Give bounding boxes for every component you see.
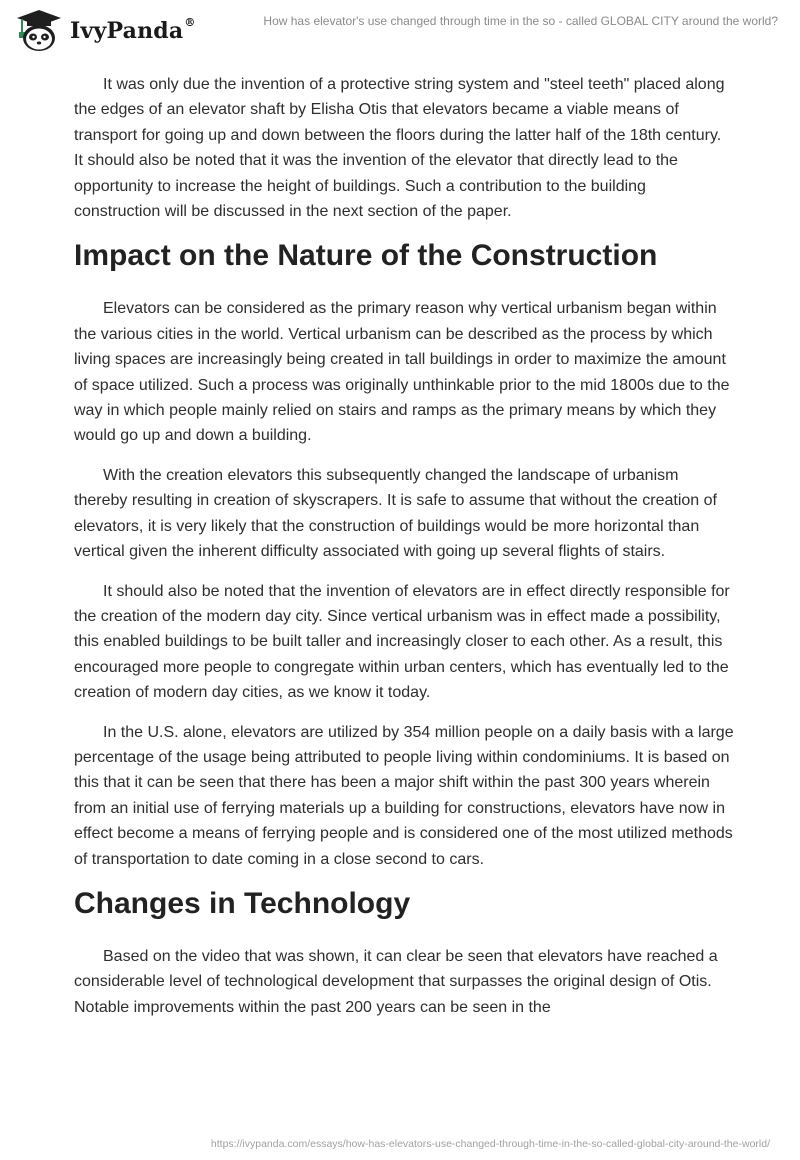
panda-graduation-cap-icon: [14, 8, 64, 52]
brand-name: IvyPanda®: [70, 16, 196, 44]
source-url[interactable]: https://ivypanda.com/essays/how-has-elevators-use-changed-through-time-in-the-so-called-global-city-around-the-world/: [210, 1138, 770, 1150]
paragraph: Based on the video that was shown, it can clear be seen that elevators have reached a considerable level of technological development that surpasses the original design of Otis. Notable improvements within the past 200 years can be seen in the: [74, 947, 718, 1016]
paragraph: In the U.S. alone, elevators are utilized by 354 million people on a daily basis with a large percentage of the usage being attributed to people living within condominiums. It is based on this that it can be seen that there has been a major shift within the past 300 years wherein from an initial use of ferrying materials up a building for constructions, elevators have now in effect become a means of ferrying people and is considered one of the most utilized methods of transportation to date coming in a close second to cars.: [74, 723, 734, 868]
section-heading: Impact on the Nature of the Construction: [74, 239, 658, 273]
essay-body: [74, 72, 734, 1034]
ivypanda-logo[interactable]: [14, 8, 196, 52]
page-title: How has elevator's use changed through time in the so - called GLOBAL CITY around the world?: [263, 14, 778, 28]
paragraph: With the creation elevators this subsequently changed the landscape of urbanism thereby resulting in creation of skyscrapers. It is safe to assume that without the creation of elevators, it is very likely that the construction of buildings would be more horizontal than vertical given the inherent difficulty associated with going up several flights of stairs.: [74, 466, 717, 561]
paragraph: It should also be noted that the invention of elevators are in effect directly responsible for the creation of the modern day city. Since vertical urbanism was in effect made a possibility, this enabled buildings to be built taller and increasingly closer to each other. As a result, this encouraged more people to congregate within urban centers, which has eventually led to the creation of modern day cities, as we know it today.: [74, 582, 730, 702]
paragraph: It was only due the invention of a protective string system and "steel teeth" placed along the edges of an elevator shaft by Elisha Otis that elevators became a viable means of transport for going up and down between the floors during the latter half of the 18th century. It should also be noted that it was the invention of the elevator that directly lead to the opportunity to increase the height of buildings. Such a contribution to the building construction will be discussed in the next section of the paper.: [74, 76, 725, 221]
paragraph: Elevators can be considered as the primary reason why vertical urbanism began within the various cities in the world. Vertical urbanism can be described as the process by which living spaces are increasingly being created in tall buildings in order to maximize the amount of space utilized. Such a process was originally unthinkable prior to the mid 1800s due to the way in which people mainly relied on stairs and ramps as the primary means by which they would go up and down a building.: [74, 300, 730, 445]
section-heading: Changes in Technology: [74, 886, 411, 920]
page-header: [0, 0, 800, 62]
